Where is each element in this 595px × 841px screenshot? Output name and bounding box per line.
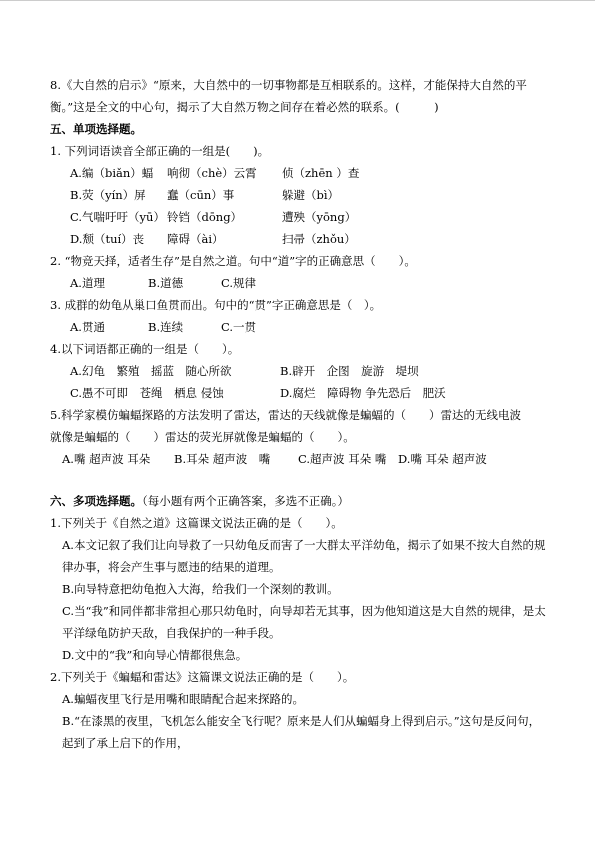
option-word: 躲避（bì） <box>282 188 340 202</box>
option-c: C.规律 <box>221 276 257 290</box>
exam-page <box>50 74 550 754</box>
s5-q2-options <box>50 272 550 294</box>
option-a: A.道理 <box>70 276 105 290</box>
option-word: 遭殃（yōng） <box>282 210 357 224</box>
section-5-heading: 五、单项选择题。 <box>50 122 142 136</box>
section-6-title: 六、多项选择题。 <box>50 494 142 508</box>
option-word: 响彻（chè）云霄 <box>167 166 257 180</box>
question-8: 8.《大自然的启示》“原来，大自然中的一切事物都是互相联系的。这样，才能保持大自然的平衡。”这是全文的中心句，揭示了大自然万物之间存在着必然的联系。( ) <box>50 78 527 114</box>
option-a: A.贯通 <box>70 320 105 334</box>
s6-q2-stem: 2.下列关于《蝙蝠和雷达》这篇课文说法正确的是（ ）。 <box>50 670 355 684</box>
option-c: C.一贯 <box>221 320 257 334</box>
page-top-border <box>0 0 595 1</box>
option-word: D.颓（tuí）丧 <box>70 232 145 246</box>
s5-q1-option-d <box>50 228 550 250</box>
s5-q3-stem: 3. 成群的幼龟从巢口鱼贯而出。句中的“贯”字正确意思是（ ）。 <box>50 298 382 312</box>
s5-q4-options-row1 <box>50 360 550 382</box>
option-b: B.连续 <box>148 320 184 334</box>
option-word: A.编（biǎn）蝠 <box>70 166 154 180</box>
option-word: 侦（zhēn ）查 <box>282 166 360 180</box>
s6-q1-option-d: D.文中的“我”和向导心情都很焦急。 <box>62 648 248 662</box>
option-word: C.气喘吁吁（yū） <box>70 210 165 224</box>
s6-q1-stem: 1.下列关于《自然之道》这篇课文说法正确的是（ ）。 <box>50 516 343 530</box>
s5-q5-stem-line1: 5.科学家模仿蝙蝠探路的方法发明了雷达，雷达的天线就像是蝙蝠的（ ）雷达的无线电波 <box>50 408 521 422</box>
s5-q4-options-row2 <box>50 382 550 404</box>
s6-q2-option-b: B.“在漆黑的夜里，飞机怎么能安全飞行呢？原来是人们从蝙蝠身上得到启示。”这句是反问句，起到了承上启下的作用， <box>62 714 541 750</box>
s5-q1-option-a <box>50 162 550 184</box>
option-word: 障碍（ài） <box>167 232 224 246</box>
option-d: D.腐烂 障碍物 争先恐后 肥沃 <box>280 386 446 400</box>
s6-q1-option-c: C.当“我”和同伴都非常担心那只幼龟时，向导却若无其事，因为他知道这是大自然的规律，是太平洋绿龟防护天敌，自我保护的一种手段。 <box>62 604 546 640</box>
s6-q1-option-b: B.向导特意把幼龟抱入大海，给我们一个深刻的教训。 <box>62 582 339 596</box>
option-c: C.超声波 耳朵 嘴 <box>298 452 387 466</box>
s5-q4-stem: 4.以下词语都正确的一组是（ ）。 <box>50 342 240 356</box>
s5-q5-options <box>50 448 550 470</box>
s5-q1-option-b <box>50 184 550 206</box>
s6-q2-option-a: A.蝙蝠夜里飞行是用嘴和眼睛配合起来探路的。 <box>62 692 304 706</box>
option-word: B.荧（yín）屏 <box>70 188 146 202</box>
section-6-note: （每小题有两个正确答案，多选不正确。） <box>142 494 349 508</box>
section-6-heading <box>50 490 550 512</box>
s6-q1-option-a: A.本文记叙了我们让向导救了一只幼龟反而害了一大群太平洋幼龟，揭示了如果不按大自然的规律办事，将会产生事与愿违的结果的道理。 <box>62 538 546 574</box>
option-b: B.耳朵 超声波 嘴 <box>174 452 271 466</box>
s5-q1-stem: 1. 下列词语读音全部正确的一组是( )。 <box>50 144 270 158</box>
s5-q3-options <box>50 316 550 338</box>
option-word: 蠢（cūn）事 <box>167 188 235 202</box>
option-b: B.辟开 企图 旋游 堤坝 <box>280 364 419 378</box>
option-a: A.幻龟 繁殖 摇蓝 随心所欲 <box>70 364 232 378</box>
section-spacer <box>50 470 550 490</box>
s5-q5-stem-line2: 就像是蝙蝠的（ ）雷达的荧光屏就像是蝙蝠的（ ）。 <box>50 430 355 444</box>
s5-q1-option-c <box>50 206 550 228</box>
option-b: B.道德 <box>148 276 184 290</box>
s5-q2-stem: 2. “物竞天择，适者生存”是自然之道。句中“道”字的正确意思（ ）。 <box>50 254 416 268</box>
option-a: A.嘴 超声波 耳朵 <box>62 452 151 466</box>
option-d: D.嘴 耳朵 超声波 <box>398 452 487 466</box>
option-word: 扫帚（zhǒu） <box>282 232 356 246</box>
option-c: C.愚不可即 苍绳 栖息 侵蚀 <box>70 386 224 400</box>
option-word: 铃铛（dōng） <box>167 210 243 224</box>
